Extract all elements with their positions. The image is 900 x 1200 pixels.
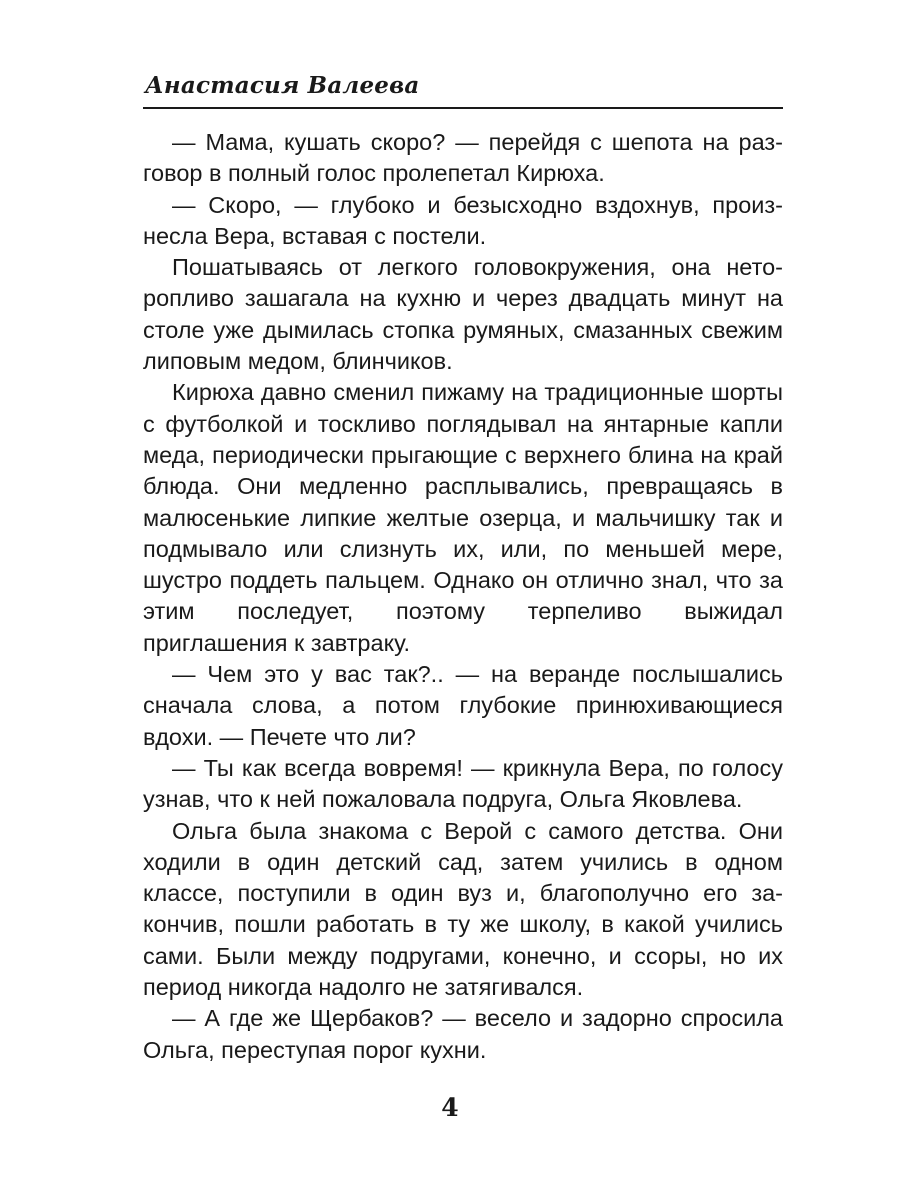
paragraph: — Чем это у вас так?.. — на веранде послышались сначала слова, а потом глубокие принюхивающиеся вдохи. — Печете что ли? (143, 661, 783, 750)
header-rule (143, 107, 783, 109)
paragraph: — А где же Щербаков? — весело и задорно спросила Ольга, переступая порог кухни. (143, 1005, 783, 1063)
body-text (143, 127, 783, 1066)
paragraph: Пошатываясь от легкого головокружения, она неторопливо зашагала на кухню и через двадцать минут на столе уже дымилась стопка румяных, смазанных свежим липовым медом, блинчиков. (143, 254, 783, 375)
paragraph: Ольга была знакома с Верой с самого детства. Они ходили в один детский сад, затем учились в одном классе, поступили в один вуз и, благополучно его закончив, пошли работать в ту же школу, в какой учились сами. Были между подругами, конечно, и ссоры, но их период никогда надолго не затягивался. (143, 817, 783, 1001)
paragraph: — Скоро, — глубоко и безысходно вздохнув, произнесла Вера, вставая с постели. (143, 191, 783, 249)
paragraph: — Мама, кушать скоро? — перейдя с шепота на разговор в полный голос пролепетал Кирюха. (143, 129, 783, 187)
running-head-author: Анастасия Валеева (145, 72, 420, 99)
page-number: 4 (441, 1093, 459, 1122)
paragraph: Кирюха давно сменил пижаму на традиционные шорты с футболкой и тоскливо поглядывал на янтарные капли меда, периодически прыгающие с верхнего блина на край блюда. Они медленно расплывались, превращаясь в малюсенькие липкие желтые озерца, и мальчишку так и подмывало или слизнуть их, или, по меньшей мере, шустро поддеть пальцем. Однако он отлично знал, что за этим последует, поэтому терпеливо выжидал приглашения к завтраку. (143, 379, 783, 656)
paragraph: — Ты как всегда вовремя! — крикнула Вера, по голосу узнав, что к ней пожаловала подруга, Ольга Яковлева. (143, 754, 783, 813)
